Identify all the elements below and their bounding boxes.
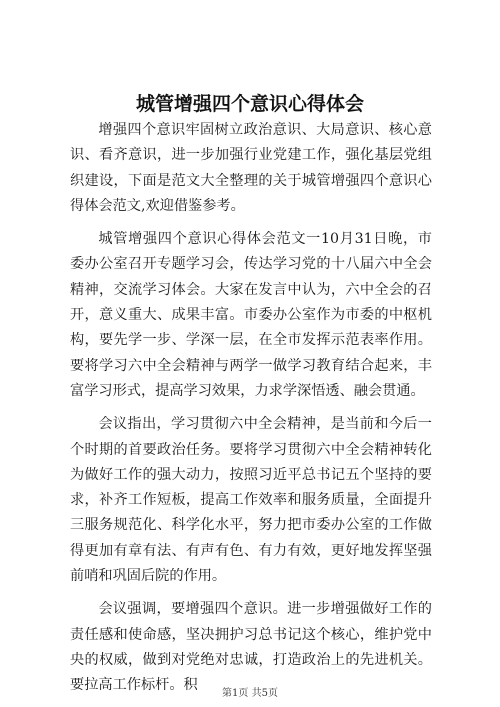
- paragraph-meeting-points: 会议指出，学习贯彻六中全会精神，是当前和今后一个时期的首要政治任务。要将学习贯彻六中全会精神转化为做好工作的强大动力，按照习近平总书记五个坚持的要求，补齐工作短板，提高工作效率和服务质量，全面提升三服务规范化、科学化水平，努力把市委办公室的工作做得更加有章有法、有声有色、有力有效，更好地发挥坚强前哨和巩固后院的作用。: [70, 416, 432, 585]
- document-body: [70, 118, 432, 707]
- paragraph-meeting-emphasis: 会议强调，要增强四个意识。进一步增强做好工作的责任感和使命感，坚决拥护习总书记这个核心，维护党中央的权威，做到对党绝对忠诚，打造政治上的先进机关。要拉高工作标杆。积: [70, 601, 432, 694]
- paragraph-meeting: 城管增强四个意识心得体会范文一10月31日晚，市委办公室召开专题学习会，传达学习党的十八届六中全会精神，交流学习体会。大家在发言中认为，六中全会的召开，意义重大、成果丰富。市委办公室作为市委的中枢机构，要先学一步、学深一层，在全市发挥示范表率作用。要将学习六中全会精神与两学一做学习教育结合起来，丰富学习形式，提高学习效果，力求学深悟透、融会贯通。: [70, 231, 432, 399]
- page-number-footer: 第1页 共5页: [222, 688, 278, 699]
- document-title: 城管增强四个意识心得体会: [135, 93, 364, 115]
- paragraph-intro: 增强四个意识牢固树立政治意识、大局意识、核心意识、看齐意识，进一步加强行业党建工作，强化基层党组织建设，下面是范文大全整理的关于城管增强四个意识心得体会范文,欢迎借鉴参考。: [70, 122, 432, 214]
